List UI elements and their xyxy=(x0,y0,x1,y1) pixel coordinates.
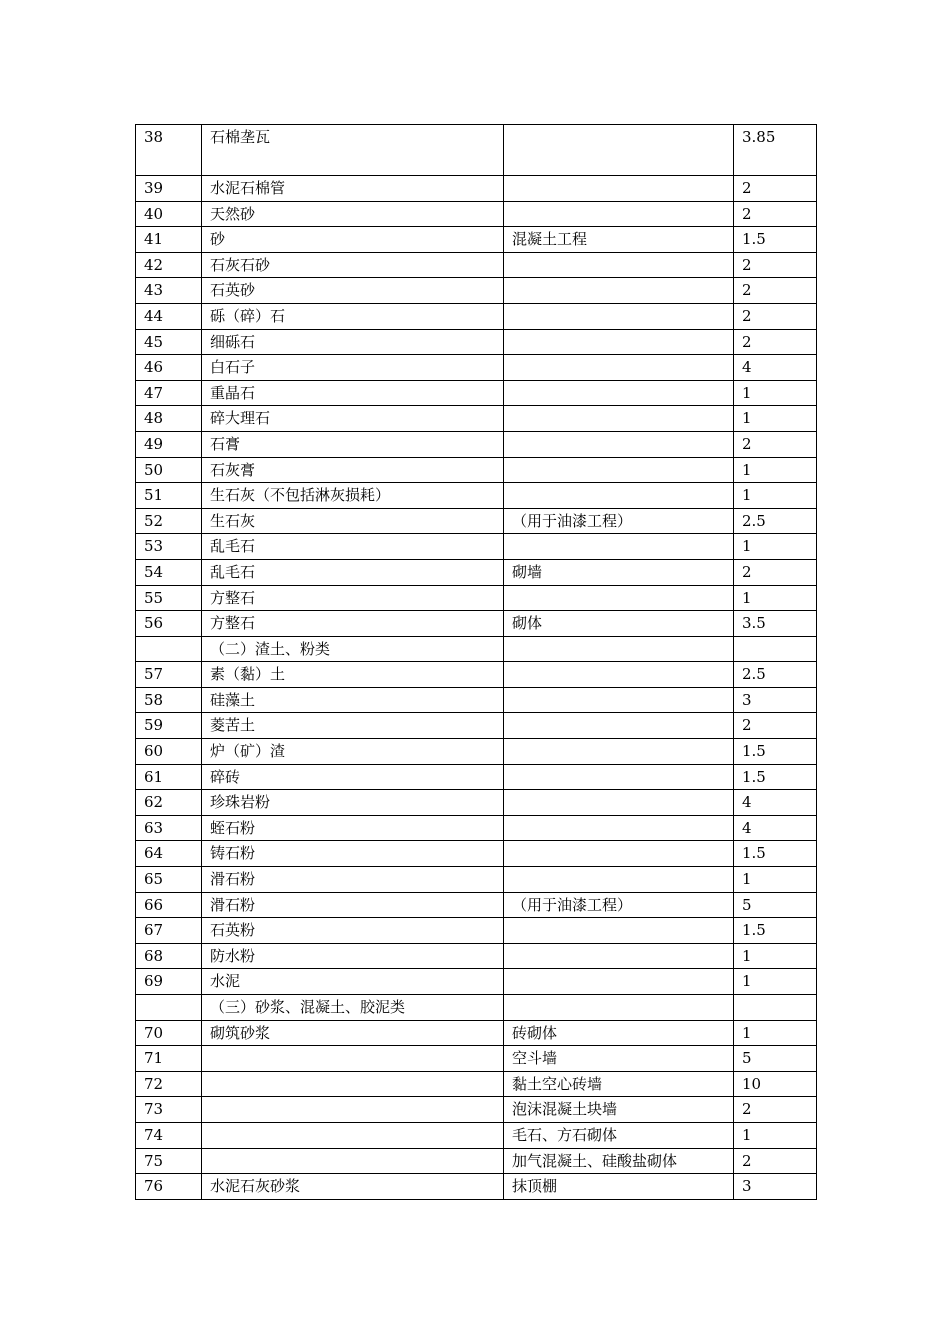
loss-rate-cell: 5 xyxy=(734,1046,817,1072)
row-number-cell: 49 xyxy=(136,431,202,457)
table-row xyxy=(136,201,817,227)
row-number-cell: 57 xyxy=(136,662,202,688)
table-row xyxy=(136,815,817,841)
material-name-cell: 铸石粉 xyxy=(202,841,504,867)
material-name-cell: 菱苦土 xyxy=(202,713,504,739)
loss-rate-cell: 4 xyxy=(734,790,817,816)
loss-rate-cell xyxy=(734,636,817,662)
row-number-cell: 45 xyxy=(136,329,202,355)
material-name-cell: 重晶石 xyxy=(202,380,504,406)
loss-rate-cell: 1 xyxy=(734,1122,817,1148)
table-row xyxy=(136,227,817,253)
usage-note-cell xyxy=(504,687,734,713)
material-name-cell: （三）砂浆、混凝土、胶泥类 xyxy=(202,995,504,1021)
material-name-cell: 乱毛石 xyxy=(202,559,504,585)
usage-note-cell: 砌体 xyxy=(504,611,734,637)
table-row xyxy=(136,329,817,355)
table-row xyxy=(136,355,817,381)
usage-note-cell xyxy=(504,125,734,176)
row-number-cell: 71 xyxy=(136,1046,202,1072)
usage-note-cell xyxy=(504,534,734,560)
loss-rate-cell: 1.5 xyxy=(734,918,817,944)
usage-note-cell: 加气混凝土、硅酸盐砌体 xyxy=(504,1148,734,1174)
table-row xyxy=(136,713,817,739)
material-name-cell: 生石灰（不包括淋灰损耗） xyxy=(202,483,504,509)
usage-note-cell xyxy=(504,918,734,944)
table-row xyxy=(136,892,817,918)
loss-rate-cell: 2 xyxy=(734,431,817,457)
table-row xyxy=(136,611,817,637)
row-number-cell: 68 xyxy=(136,943,202,969)
row-number-cell: 39 xyxy=(136,176,202,202)
material-name-cell: 素（黏）土 xyxy=(202,662,504,688)
material-name-cell: 碎大理石 xyxy=(202,406,504,432)
material-name-cell: 碎砖 xyxy=(202,764,504,790)
loss-rate-cell: 2 xyxy=(734,303,817,329)
loss-rate-cell: 2 xyxy=(734,176,817,202)
usage-note-cell xyxy=(504,739,734,765)
material-name-cell: 水泥石棉管 xyxy=(202,176,504,202)
material-name-cell: 炉（矿）渣 xyxy=(202,739,504,765)
row-number-cell: 74 xyxy=(136,1122,202,1148)
row-number-cell: 41 xyxy=(136,227,202,253)
table-row xyxy=(136,1174,817,1200)
row-number-cell: 50 xyxy=(136,457,202,483)
row-number-cell: 54 xyxy=(136,559,202,585)
usage-note-cell xyxy=(504,662,734,688)
row-number-cell: 52 xyxy=(136,508,202,534)
table-row xyxy=(136,1097,817,1123)
loss-rate-cell: 1 xyxy=(734,406,817,432)
material-name-cell: 方整石 xyxy=(202,585,504,611)
usage-note-cell xyxy=(504,867,734,893)
loss-rate-cell: 4 xyxy=(734,355,817,381)
loss-rate-table xyxy=(135,124,817,1200)
row-number-cell: 43 xyxy=(136,278,202,304)
loss-rate-cell: 1 xyxy=(734,380,817,406)
table-row xyxy=(136,1071,817,1097)
table-row xyxy=(136,431,817,457)
loss-rate-cell: 5 xyxy=(734,892,817,918)
loss-rate-cell: 2.5 xyxy=(734,508,817,534)
usage-note-cell xyxy=(504,457,734,483)
row-number-cell: 76 xyxy=(136,1174,202,1200)
loss-rate-cell: 1.5 xyxy=(734,227,817,253)
material-name-cell: 天然砂 xyxy=(202,201,504,227)
material-name-cell: 水泥石灰砂浆 xyxy=(202,1174,504,1200)
usage-note-cell xyxy=(504,176,734,202)
table-row xyxy=(136,252,817,278)
row-number-cell: 65 xyxy=(136,867,202,893)
loss-rate-cell: 10 xyxy=(734,1071,817,1097)
table-row xyxy=(136,867,817,893)
loss-rate-cell: 2 xyxy=(734,201,817,227)
loss-rate-cell: 1.5 xyxy=(734,764,817,790)
loss-rate-cell: 2 xyxy=(734,559,817,585)
loss-rate-cell: 3.85 xyxy=(734,125,817,176)
material-name-cell: 乱毛石 xyxy=(202,534,504,560)
material-name-cell xyxy=(202,1148,504,1174)
loss-rate-cell: 3.5 xyxy=(734,611,817,637)
material-name-cell: 石英砂 xyxy=(202,278,504,304)
loss-rate-cell: 1 xyxy=(734,483,817,509)
usage-note-cell xyxy=(504,303,734,329)
material-name-cell: （二）渣土、粉类 xyxy=(202,636,504,662)
usage-note-cell xyxy=(504,713,734,739)
row-number-cell: 67 xyxy=(136,918,202,944)
row-number-cell: 73 xyxy=(136,1097,202,1123)
material-name-cell: 石灰膏 xyxy=(202,457,504,483)
usage-note-cell xyxy=(504,943,734,969)
table-row xyxy=(136,969,817,995)
usage-note-cell xyxy=(504,252,734,278)
table-row xyxy=(136,1122,817,1148)
loss-rate-cell: 2 xyxy=(734,713,817,739)
usage-note-cell xyxy=(504,969,734,995)
loss-rate-cell: 2 xyxy=(734,278,817,304)
loss-rate-cell: 1 xyxy=(734,867,817,893)
usage-note-cell: 抹顶棚 xyxy=(504,1174,734,1200)
material-name-cell: 方整石 xyxy=(202,611,504,637)
loss-rate-cell: 1 xyxy=(734,534,817,560)
usage-note-cell: （用于油漆工程） xyxy=(504,892,734,918)
usage-note-cell xyxy=(504,278,734,304)
usage-note-cell xyxy=(504,483,734,509)
row-number-cell: 62 xyxy=(136,790,202,816)
usage-note-cell xyxy=(504,380,734,406)
material-name-cell: 细砾石 xyxy=(202,329,504,355)
usage-note-cell: 毛石、方石砌体 xyxy=(504,1122,734,1148)
usage-note-cell: 混凝土工程 xyxy=(504,227,734,253)
usage-note-cell: 砌墙 xyxy=(504,559,734,585)
table-row xyxy=(136,303,817,329)
row-number-cell: 64 xyxy=(136,841,202,867)
row-number-cell: 72 xyxy=(136,1071,202,1097)
table-row xyxy=(136,406,817,432)
usage-note-cell xyxy=(504,790,734,816)
material-name-cell: 水泥 xyxy=(202,969,504,995)
usage-note-cell xyxy=(504,764,734,790)
table-row xyxy=(136,918,817,944)
material-name-cell: 石膏 xyxy=(202,431,504,457)
usage-note-cell xyxy=(504,406,734,432)
loss-rate-cell: 2 xyxy=(734,1097,817,1123)
usage-note-cell xyxy=(504,201,734,227)
usage-note-cell xyxy=(504,585,734,611)
loss-rate-cell: 1 xyxy=(734,1020,817,1046)
row-number-cell: 48 xyxy=(136,406,202,432)
material-name-cell: 石棉垄瓦 xyxy=(202,125,504,176)
table-row xyxy=(136,1046,817,1072)
row-number-cell: 59 xyxy=(136,713,202,739)
usage-note-cell xyxy=(504,329,734,355)
table-row xyxy=(136,687,817,713)
row-number-cell: 58 xyxy=(136,687,202,713)
loss-rate-cell: 1.5 xyxy=(734,841,817,867)
material-name-cell: 珍珠岩粉 xyxy=(202,790,504,816)
usage-note-cell xyxy=(504,431,734,457)
loss-rate-cell: 2 xyxy=(734,252,817,278)
row-number-cell: 66 xyxy=(136,892,202,918)
table-row xyxy=(136,483,817,509)
table-row xyxy=(136,662,817,688)
table-row xyxy=(136,585,817,611)
usage-note-cell: 泡沫混凝土块墙 xyxy=(504,1097,734,1123)
row-number-cell: 55 xyxy=(136,585,202,611)
material-name-cell: 硅藻土 xyxy=(202,687,504,713)
material-name-cell: 滑石粉 xyxy=(202,892,504,918)
usage-note-cell xyxy=(504,636,734,662)
table-row xyxy=(136,125,817,176)
table-row xyxy=(136,380,817,406)
row-number-cell: 56 xyxy=(136,611,202,637)
table-row xyxy=(136,943,817,969)
loss-rate-cell: 1 xyxy=(734,585,817,611)
table-row xyxy=(136,457,817,483)
loss-rate-cell: 3 xyxy=(734,687,817,713)
row-number-cell: 70 xyxy=(136,1020,202,1046)
row-number-cell: 51 xyxy=(136,483,202,509)
loss-rate-cell: 2 xyxy=(734,1148,817,1174)
material-name-cell: 滑石粉 xyxy=(202,867,504,893)
material-name-cell: 白石子 xyxy=(202,355,504,381)
material-name-cell xyxy=(202,1122,504,1148)
row-number-cell: 47 xyxy=(136,380,202,406)
material-name-cell xyxy=(202,1046,504,1072)
table-row xyxy=(136,559,817,585)
loss-rate-cell: 3 xyxy=(734,1174,817,1200)
row-number-cell: 44 xyxy=(136,303,202,329)
material-name-cell: 石灰石砂 xyxy=(202,252,504,278)
table-row xyxy=(136,636,817,662)
loss-rate-cell: 1 xyxy=(734,457,817,483)
material-name-cell: 砌筑砂浆 xyxy=(202,1020,504,1046)
usage-note-cell: 空斗墙 xyxy=(504,1046,734,1072)
material-name-cell: 砾（碎）石 xyxy=(202,303,504,329)
loss-rate-cell: 1 xyxy=(734,943,817,969)
material-name-cell: 防水粉 xyxy=(202,943,504,969)
table-row xyxy=(136,534,817,560)
loss-rate-cell: 1 xyxy=(734,969,817,995)
material-name-cell: 石英粉 xyxy=(202,918,504,944)
row-number-cell: 75 xyxy=(136,1148,202,1174)
material-name-cell xyxy=(202,1071,504,1097)
loss-rate-cell: 2.5 xyxy=(734,662,817,688)
row-number-cell: 63 xyxy=(136,815,202,841)
row-number-cell xyxy=(136,636,202,662)
row-number-cell: 53 xyxy=(136,534,202,560)
table-row xyxy=(136,1020,817,1046)
table-row xyxy=(136,841,817,867)
usage-note-cell xyxy=(504,815,734,841)
row-number-cell xyxy=(136,995,202,1021)
row-number-cell: 61 xyxy=(136,764,202,790)
loss-rate-cell: 2 xyxy=(734,329,817,355)
material-name-cell: 生石灰 xyxy=(202,508,504,534)
row-number-cell: 40 xyxy=(136,201,202,227)
table-row xyxy=(136,176,817,202)
table-row xyxy=(136,739,817,765)
table-row xyxy=(136,790,817,816)
row-number-cell: 69 xyxy=(136,969,202,995)
material-name-cell xyxy=(202,1097,504,1123)
table-body xyxy=(136,125,817,1200)
usage-note-cell: 黏土空心砖墙 xyxy=(504,1071,734,1097)
table-row xyxy=(136,1148,817,1174)
row-number-cell: 42 xyxy=(136,252,202,278)
table-row xyxy=(136,764,817,790)
loss-rate-cell xyxy=(734,995,817,1021)
material-name-cell: 砂 xyxy=(202,227,504,253)
row-number-cell: 38 xyxy=(136,125,202,176)
usage-note-cell: （用于油漆工程） xyxy=(504,508,734,534)
material-name-cell: 蛭石粉 xyxy=(202,815,504,841)
table-row xyxy=(136,508,817,534)
row-number-cell: 60 xyxy=(136,739,202,765)
table-row xyxy=(136,278,817,304)
usage-note-cell xyxy=(504,995,734,1021)
usage-note-cell: 砖砌体 xyxy=(504,1020,734,1046)
table-row xyxy=(136,995,817,1021)
loss-rate-cell: 4 xyxy=(734,815,817,841)
usage-note-cell xyxy=(504,841,734,867)
loss-rate-cell: 1.5 xyxy=(734,739,817,765)
row-number-cell: 46 xyxy=(136,355,202,381)
usage-note-cell xyxy=(504,355,734,381)
